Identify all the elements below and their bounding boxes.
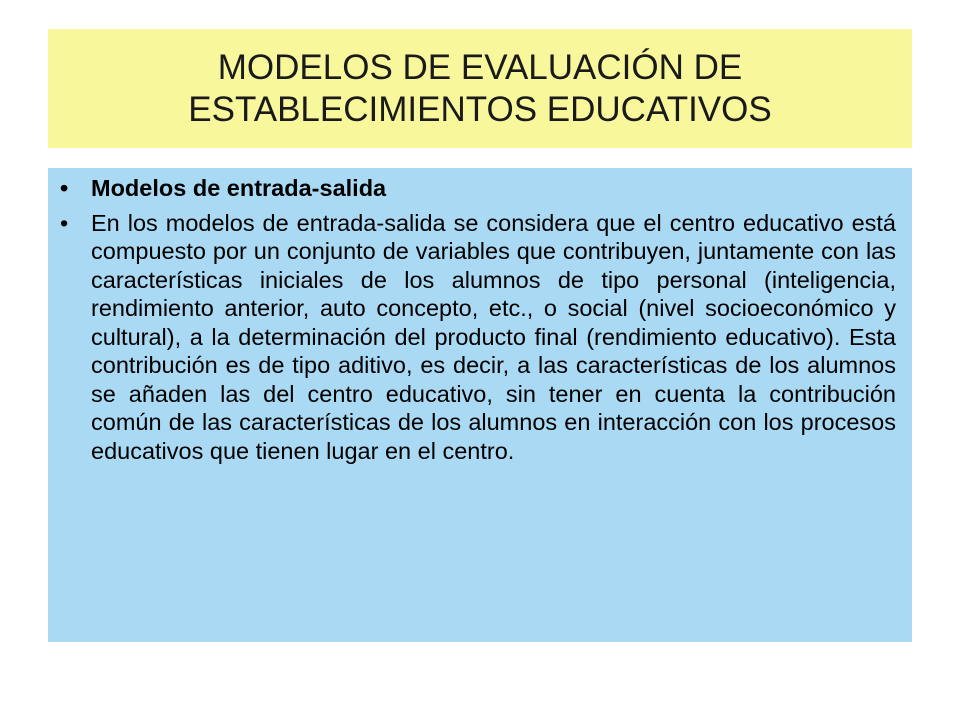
title-banner bbox=[48, 29, 912, 148]
content-panel bbox=[48, 168, 912, 642]
bullet-item-paragraph bbox=[60, 209, 900, 466]
bullet-list bbox=[60, 174, 900, 465]
bullet-icon: • bbox=[60, 175, 69, 201]
section-heading: Modelos de entrada-salida bbox=[91, 175, 387, 201]
body-paragraph: En los modelos de entrada-salida se considera que el centro educativo está compuesto por un conjunto de variables que contribuyen, juntamente con las características iniciales de los alumnos de tipo personal (inteligencia, rendimiento anterior, auto concepto, etc., o social (nivel socioeconómico y cultural), a la determinación del producto final (rendimiento educativo). Esta contribución es de tipo aditivo, es decir, a las características de los alumnos se añaden las del centro educativo, sin tener en cuenta la contribución común de las características de los alumnos en interacción con los procesos educativos que tienen lugar en el centro. bbox=[91, 209, 896, 464]
slide-title bbox=[188, 47, 771, 131]
bullet-icon: • bbox=[60, 209, 69, 236]
title-line-2: ESTABLECIMIENTOS EDUCATIVOS bbox=[188, 89, 772, 129]
title-line-1: MODELOS DE EVALUACIÓN DE bbox=[217, 47, 743, 87]
bullet-item-heading bbox=[60, 174, 900, 203]
